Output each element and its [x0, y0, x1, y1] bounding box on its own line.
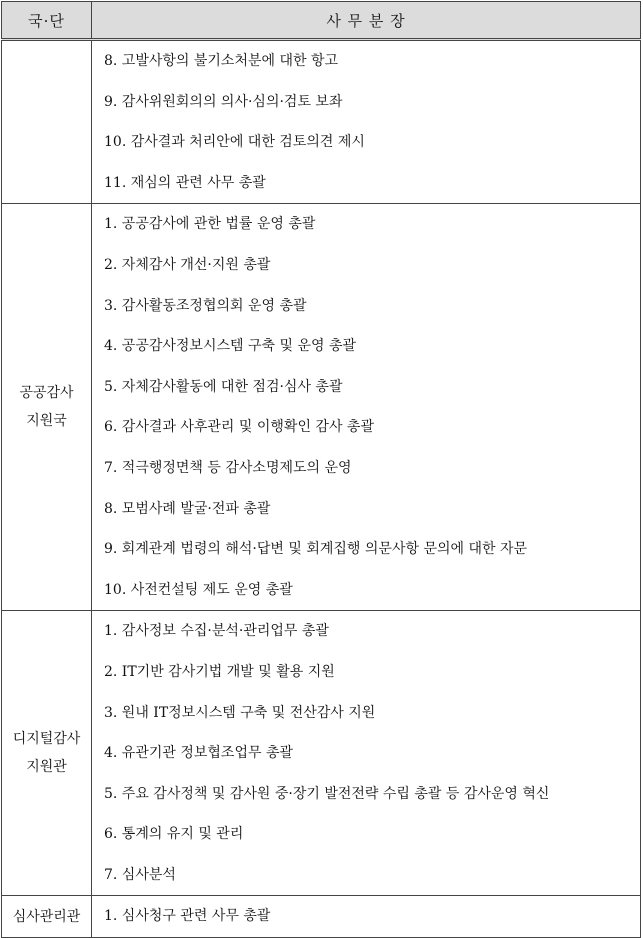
duty-item: 3. 감사활동조정협의회 운영 총괄 — [104, 297, 307, 314]
duty-item: 5. 자체감사활동에 대한 점검·심사 총괄 — [104, 378, 343, 395]
duties-cell — [92, 896, 641, 938]
duties-cell — [92, 40, 641, 204]
duty-item: 10. 사전컨설팅 제도 운영 총괄 — [104, 581, 293, 598]
duties-cell — [92, 611, 641, 896]
dept-name-line2: 지원국 — [26, 413, 67, 430]
duty-item: 6. 통계의 유지 및 관리 — [104, 826, 244, 843]
table-row — [2, 611, 641, 896]
table-row — [2, 204, 641, 611]
dept-name-line2: 지원관 — [26, 759, 67, 776]
duty-item: 9. 회계관계 법령의 해석·답변 및 회계집행 의문사항 문의에 대한 자문 — [104, 541, 528, 558]
duty-item: 10. 감사결과 처리안에 대한 검토의견 제시 — [104, 134, 365, 151]
duty-item: 1. 공공감사에 관한 법률 운영 총괄 — [104, 216, 316, 233]
duty-item: 4. 공공감사정보시스템 구축 및 운영 총괄 — [104, 338, 356, 355]
duty-item: 7. 심사분석 — [104, 866, 176, 883]
duty-item: 8. 고발사항의 불기소처분에 대한 항고 — [104, 53, 339, 69]
dept-cell — [2, 40, 92, 204]
duty-item: 3. 원내 IT정보시스템 구축 및 전산감사 지원 — [104, 704, 376, 721]
dept-cell — [2, 611, 92, 896]
duty-item: 1. 감사정보 수집·분석·관리업무 총괄 — [104, 623, 329, 640]
dept-name-line1: 심사관리관 — [12, 908, 81, 925]
duty-item: 6. 감사결과 사후관리 및 이행확인 감사 총괄 — [104, 419, 374, 436]
duty-item: 5. 주요 감사정책 및 감사원 중·장기 발전전략 수립 총괄 등 감사운영 혁신 — [104, 785, 550, 802]
duty-item: 7. 적극행정면책 등 감사소명제도의 운영 — [104, 459, 352, 476]
duty-item: 8. 모범사례 발굴·전파 총괄 — [104, 500, 271, 517]
duties-table — [1, 1, 641, 938]
table-row — [2, 40, 641, 204]
duty-item: 9. 감사위원회의의 의사·심의·검토 보좌 — [104, 93, 343, 110]
duties-cell — [92, 204, 641, 611]
dept-name-line1: 공공감사 — [19, 385, 74, 402]
duty-item: 2. IT기반 감사기법 개발 및 활용 지원 — [104, 663, 335, 680]
table-row — [2, 896, 641, 938]
duty-item: 11. 재심의 관련 사무 총괄 — [104, 174, 266, 191]
duty-item: 2. 자체감사 개선·지원 총괄 — [104, 256, 271, 273]
dept-cell — [2, 204, 92, 611]
dept-cell — [2, 896, 92, 938]
duty-item: 1. 심사청구 관련 사무 총괄 — [104, 908, 271, 925]
duty-item: 4. 유관기관 정보협조업무 총괄 — [104, 745, 293, 762]
header-row — [2, 2, 641, 40]
dept-name-line1: 디지털감사 — [12, 731, 81, 748]
duties-column-header: 사 무 분 장 — [92, 2, 641, 40]
dept-column-header: 국·단 — [2, 2, 92, 40]
